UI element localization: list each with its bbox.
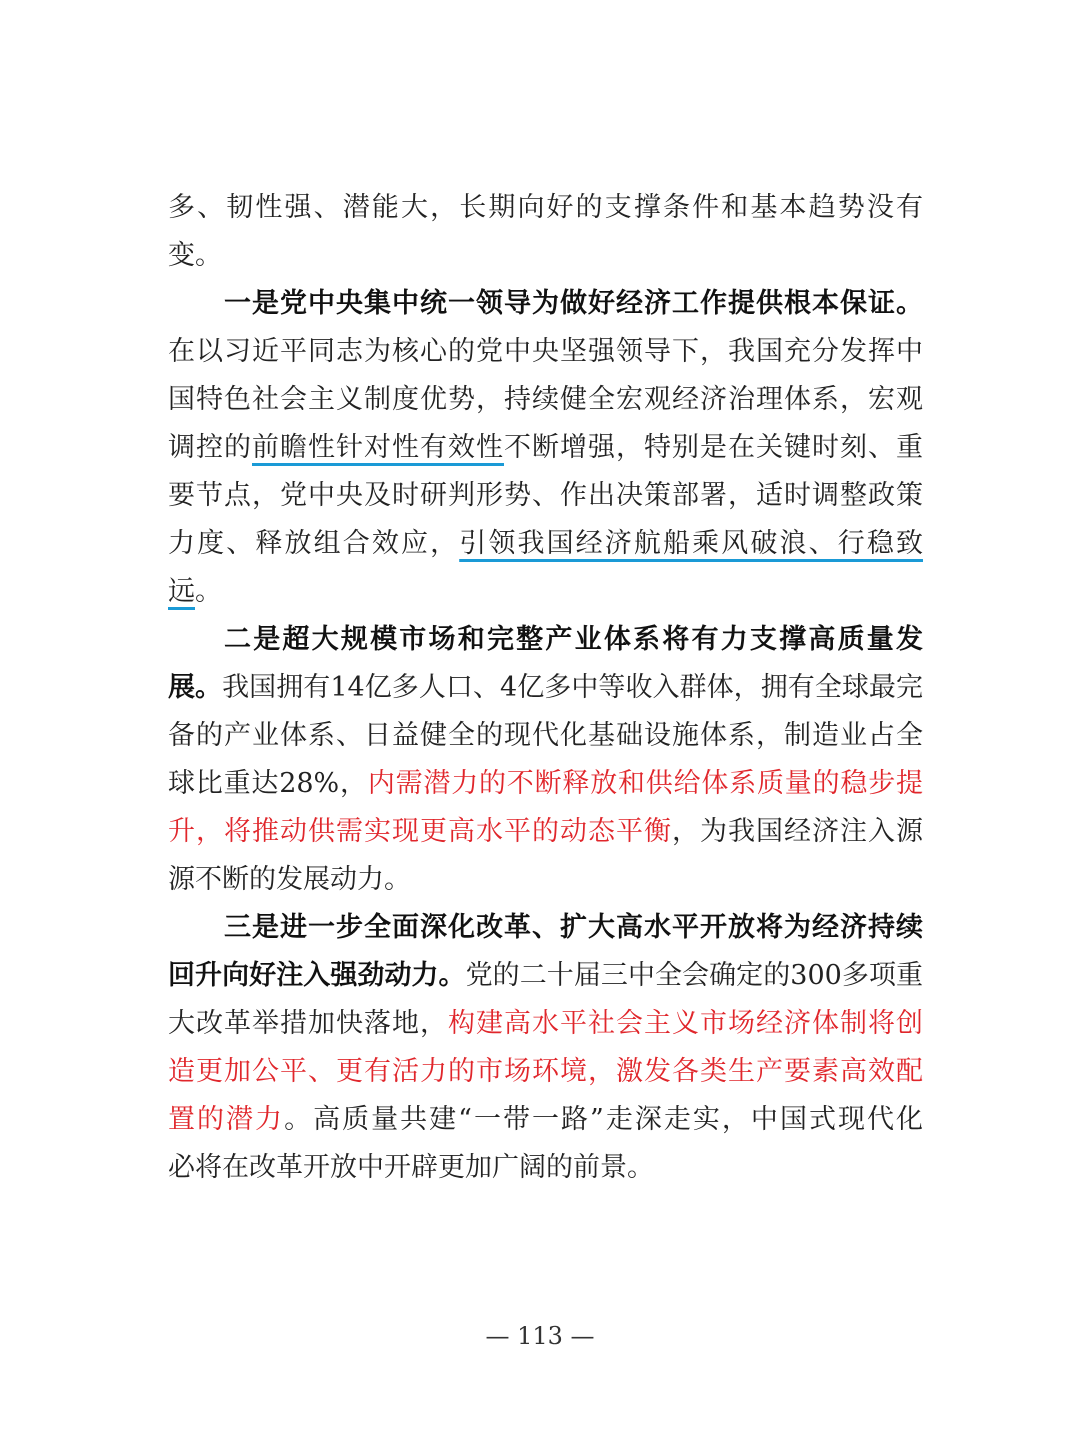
- point2-line-2: [168, 664, 923, 712]
- point1-heading: 一是党中央集中统一领导为做好经济工作提供根本保证。: [224, 288, 923, 319]
- point2-line-2-rest: 我国拥有14亿多人口、4亿多中等收入群体，拥有全球最完: [222, 672, 923, 703]
- point3-line-5: [168, 1096, 923, 1144]
- point3-line-2: [168, 952, 923, 1000]
- point2-line-5-post: ，为我国经济注入源: [672, 816, 923, 847]
- point2-red-text-1: 内需潜力的不断释放和供给体系质量的稳步提: [367, 768, 923, 799]
- page-number: — 113 —: [485, 1322, 595, 1350]
- point2-line-5: [168, 808, 923, 856]
- point1-underlined-phrase-2-end: 远: [168, 576, 195, 607]
- point1-underlined-phrase-1: 前瞻性针对性有效性: [252, 432, 504, 463]
- point1-line-6-post: 。: [195, 576, 222, 607]
- point2-line-3: 备的产业体系、日益健全的现代化基础设施体系，制造业占全: [168, 720, 923, 751]
- point3-heading-end: 回升向好注入强劲动力。: [168, 960, 466, 991]
- point1-line-1: 在以习近平同志为核心的党中央坚强领导下，我国充分发挥中: [168, 336, 923, 367]
- point3-line-6: 必将在改革开放中开辟更加广阔的前景。: [168, 1152, 654, 1183]
- intro-line-1: 多、韧性强、潜能大，长期向好的支撑条件和基本趋势没有: [168, 192, 923, 223]
- point1-line-3-pre: 调控的: [168, 432, 252, 463]
- point1-line-5: [168, 520, 923, 568]
- point3-line-5-post: 。高质量共建“一带一路”走深走实，中国式现代化: [284, 1104, 923, 1135]
- point3-line-3-pre: 大改革举措加快落地，: [168, 1008, 448, 1039]
- intro-line-2: 变。: [168, 240, 222, 271]
- point3-red-text-2: 造更加公平、更有活力的市场环境，激发各类生产要素高效配: [168, 1056, 923, 1087]
- point1-line-2: 国特色社会主义制度优势，持续健全宏观经济治理体系，宏观: [168, 384, 923, 415]
- point2-line-6: 源不断的发展动力。: [168, 864, 411, 895]
- point3-red-text-3: 置的潜力: [168, 1104, 285, 1135]
- point1-line-3: [168, 424, 923, 472]
- point1-line-5-pre: 力度、释放组合效应，: [168, 528, 460, 559]
- point3-red-text-1: 构建高水平社会主义市场经济体制将创: [448, 1008, 923, 1039]
- point1-underlined-phrase-2: 引领我国经济航船乘风破浪、行稳致: [459, 528, 923, 559]
- point2-line-4-pre: 球比重达28%，: [168, 768, 368, 799]
- point3-heading: 三是进一步全面深化改革、扩大高水平开放将为经济持续: [224, 912, 923, 943]
- point2-heading: 二是超大规模市场和完整产业体系将有力支撑高质量发: [224, 624, 923, 655]
- point2-heading-end: 展。: [168, 672, 223, 703]
- point3-line-2-rest: 党的二十届三中全会确定的300多项重: [465, 960, 923, 991]
- point1-line-6: [168, 568, 923, 616]
- point1-line-3-post: 不断增强，特别是在关键时刻、重: [504, 432, 923, 463]
- point1-line-4: 要节点，党中央及时研判形势、作出决策部署，适时调整政策: [168, 480, 923, 511]
- point2-line-4: [168, 760, 923, 808]
- point3-line-3: [168, 1000, 923, 1048]
- document-body: [168, 184, 923, 1192]
- point2-red-text-2: 升，将推动供需实现更高水平的动态平衡: [168, 816, 672, 847]
